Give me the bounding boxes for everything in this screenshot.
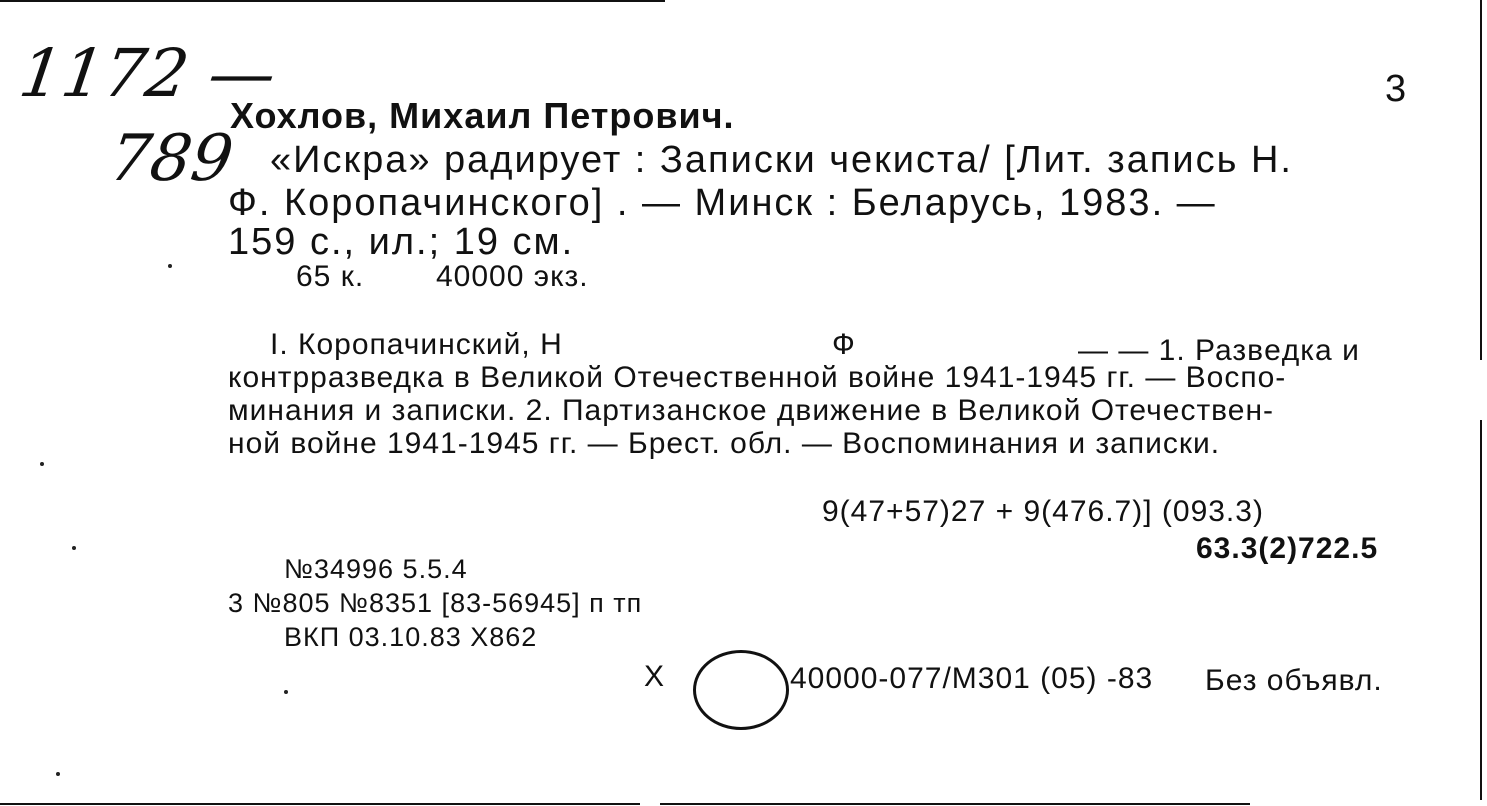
tech-line-2: 3 №805 №8351 [83-56945] п тп bbox=[228, 588, 643, 618]
title-line-3: 159 с., ил.; 19 см. bbox=[228, 221, 575, 263]
card-number: 3 bbox=[1385, 68, 1408, 110]
price: 65 к. bbox=[296, 260, 365, 293]
subject-line-2: контрразведка в Великой Отечественной войне 1941-1945 гг. — Воспо- bbox=[228, 361, 1287, 394]
speck bbox=[40, 462, 44, 466]
speck bbox=[56, 772, 60, 776]
subject-line-3: минания и записки. 2. Партизанское движение в Великой Отечествен- bbox=[228, 394, 1275, 427]
handwritten-line2: 789 bbox=[104, 121, 238, 196]
copies: 40000 экз. bbox=[436, 260, 589, 293]
handwritten-line1: 1172 — bbox=[14, 34, 281, 112]
card-right-edge-lower bbox=[1480, 420, 1482, 800]
footer-code: 40000-077/М301 (05) -83 bbox=[790, 662, 1154, 695]
title-line-1: «Искра» радирует : Записки чекиста/ [Лит. запись Н. bbox=[270, 139, 1293, 181]
card-bottom-edge-right bbox=[660, 803, 1250, 805]
subject-line-1a: I. Коропачинский, Н bbox=[270, 328, 563, 361]
udc-index: 9(47+57)27 + 9(476.7)] (093.3) bbox=[822, 495, 1264, 528]
tech-line-1: №34996 5.5.4 bbox=[284, 554, 468, 584]
author-heading: Хохлов, Михаил Петрович. bbox=[230, 95, 735, 136]
speck bbox=[284, 690, 288, 694]
footer-note: Без объявл. bbox=[1205, 664, 1383, 697]
speck bbox=[72, 546, 76, 550]
footer-prefix: Х bbox=[644, 660, 666, 693]
handwritten-shelfmark bbox=[14, 18, 281, 208]
subject-line-4: ной войне 1941-1945 гг. — Брест. обл. — Воспоминания и записки. bbox=[228, 427, 1221, 460]
speck bbox=[168, 264, 172, 268]
card-bottom-edge bbox=[0, 803, 640, 805]
circle-stamp-icon bbox=[693, 650, 789, 730]
card-top-edge bbox=[0, 0, 665, 2]
title-line-2: Ф. Коропачинского] . — Минск : Беларусь, 1983. — bbox=[228, 182, 1217, 224]
card-right-edge bbox=[1480, 0, 1482, 360]
subject-line-1c: — — 1. Развeдка и bbox=[1078, 334, 1360, 367]
tech-line-3: ВКП 03.10.83 Х862 bbox=[284, 622, 538, 652]
bbk-index: 63.3(2)722.5 bbox=[1196, 532, 1379, 565]
subject-line-1b: Ф bbox=[832, 328, 856, 361]
